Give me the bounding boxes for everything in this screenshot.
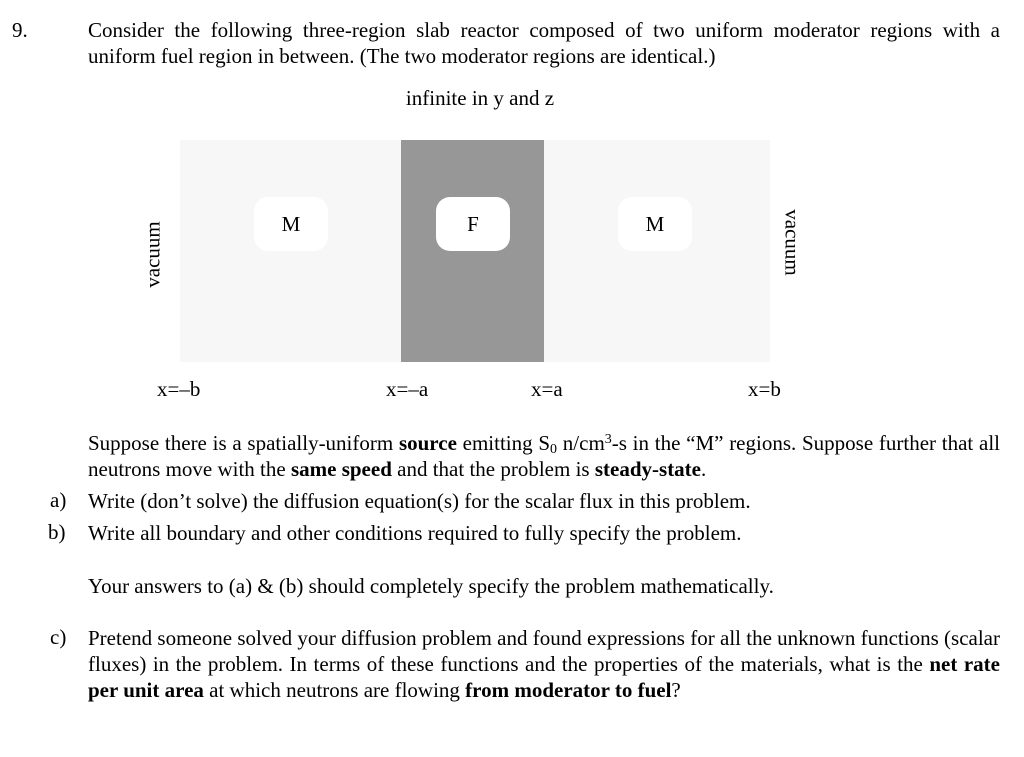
fuel-region bbox=[401, 140, 544, 362]
part-a-label: a) bbox=[50, 488, 67, 512]
answers-note: Your answers to (a) & (b) should completely specify the problem mathematically. bbox=[88, 574, 774, 598]
setup-bold-speed: same speed bbox=[290, 457, 392, 481]
part-a-text: Write (don’t solve) the diffusion equation(s) for the scalar flux in this problem. bbox=[88, 489, 751, 513]
part-c-segment: Pretend someone solved your diffusion problem and found expressions for all the unknown functions (scalar fluxes) in the problem. In terms of these functions and the properties of the materials, what is the bbox=[88, 626, 1000, 676]
fuel-label: F bbox=[436, 197, 510, 251]
part-c-bold-rate: net rate per unit area bbox=[88, 652, 1000, 702]
setup-subscript: 0 bbox=[550, 442, 558, 457]
setup-text: n/cm bbox=[557, 431, 605, 455]
vacuum-right-label: vacuum bbox=[780, 209, 805, 276]
x-label-minus-a: x=–a bbox=[386, 377, 429, 401]
question-number: 9. bbox=[12, 18, 28, 42]
question-intro: Consider the following three-region slab reactor composed of two uniform moderator regions with a uniform fuel region in between. (The two moderator regions are identical.) bbox=[88, 18, 1000, 68]
setup-bold-source: source bbox=[398, 431, 457, 455]
part-c-segment: at which neutrons are flowing bbox=[203, 678, 466, 702]
setup-text: emitting S bbox=[456, 431, 551, 455]
setup-text: . bbox=[701, 457, 707, 481]
moderator-left-label: M bbox=[254, 197, 328, 251]
part-c-bold-direction: from moderator to fuel bbox=[465, 678, 672, 702]
part-c-text bbox=[88, 625, 1000, 703]
slab-diagram bbox=[180, 140, 770, 362]
x-label-b: x=b bbox=[748, 377, 781, 401]
part-c-label: c) bbox=[50, 625, 67, 649]
setup-paragraph bbox=[88, 430, 1000, 482]
setup-text: Suppose there is a spatially-uniform bbox=[88, 431, 399, 455]
setup-bold-steady: steady-state bbox=[594, 457, 701, 481]
x-label-a: x=a bbox=[531, 377, 563, 401]
setup-superscript: 3 bbox=[604, 432, 612, 447]
setup-text: and that the problem is bbox=[391, 457, 595, 481]
part-b-label: b) bbox=[48, 520, 66, 544]
diagram-caption: infinite in y and z bbox=[405, 86, 555, 110]
x-label-minus-b: x=–b bbox=[157, 377, 201, 401]
part-b-text: Write all boundary and other conditions required to fully specify the problem. bbox=[88, 521, 742, 545]
vacuum-left-label: vacuum bbox=[140, 221, 165, 288]
setup-text: -s in the “M” regions. Suppose further that all neutrons move with the bbox=[88, 431, 1000, 481]
part-c-segment: ? bbox=[671, 678, 681, 702]
moderator-right-label: M bbox=[618, 197, 692, 251]
